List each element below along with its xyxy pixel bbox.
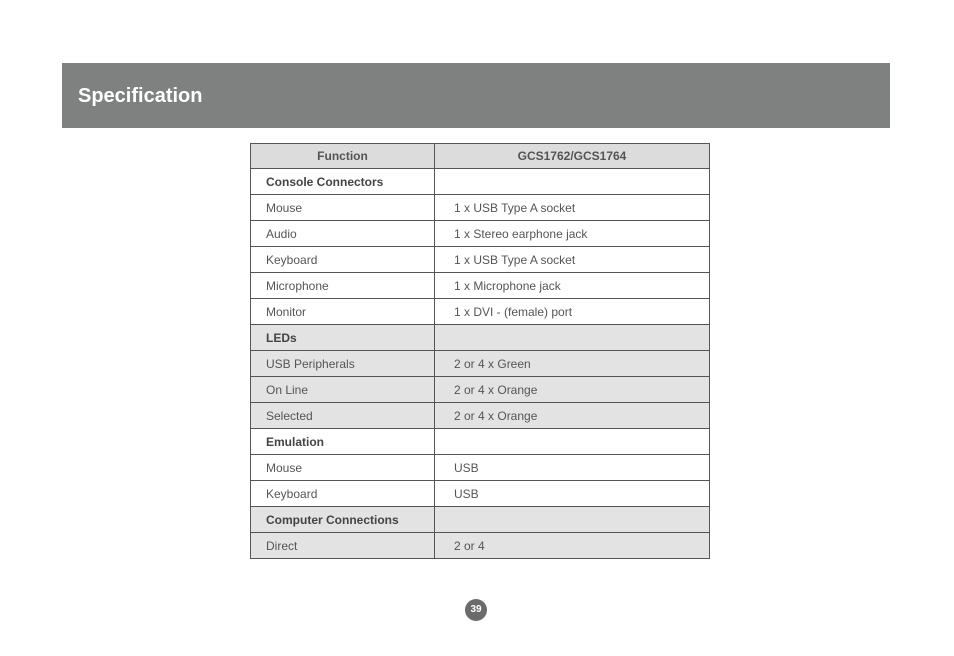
page-title: Specification [78, 85, 203, 107]
spec-table [250, 143, 710, 559]
value-cell: 1 x USB Type A socket [435, 247, 710, 273]
table-row [251, 247, 710, 273]
table-row [251, 221, 710, 247]
value-cell [435, 507, 710, 533]
value-cell: 1 x Microphone jack [435, 273, 710, 299]
table-row [251, 533, 710, 559]
table-row [251, 273, 710, 299]
value-cell: 2 or 4 x Orange [435, 403, 710, 429]
table-row [251, 351, 710, 377]
function-cell: Monitor [251, 299, 435, 325]
table-header-row [251, 144, 710, 169]
function-cell: Keyboard [251, 481, 435, 507]
function-cell: Microphone [251, 273, 435, 299]
function-cell: Direct [251, 533, 435, 559]
value-cell: USB [435, 481, 710, 507]
function-cell: Mouse [251, 195, 435, 221]
table-section-row [251, 507, 710, 533]
table-row [251, 195, 710, 221]
value-cell: 1 x Stereo earphone jack [435, 221, 710, 247]
function-cell: USB Peripherals [251, 351, 435, 377]
function-cell: Keyboard [251, 247, 435, 273]
column-header-function: Function [251, 144, 435, 169]
value-cell [435, 429, 710, 455]
value-cell [435, 325, 710, 351]
function-cell: Audio [251, 221, 435, 247]
value-cell: 1 x DVI - (female) port [435, 299, 710, 325]
function-cell: Computer Connections [251, 507, 435, 533]
column-header-model: GCS1762/GCS1764 [435, 144, 710, 169]
value-cell: USB [435, 455, 710, 481]
table-row [251, 403, 710, 429]
table-row [251, 455, 710, 481]
value-cell [435, 169, 710, 195]
function-cell: LEDs [251, 325, 435, 351]
function-cell: Emulation [251, 429, 435, 455]
table-row [251, 299, 710, 325]
spec-table-body [251, 169, 710, 559]
page-number-badge: 39 [465, 599, 487, 621]
value-cell: 2 or 4 x Orange [435, 377, 710, 403]
value-cell: 2 or 4 x Green [435, 351, 710, 377]
function-cell: Mouse [251, 455, 435, 481]
value-cell: 2 or 4 [435, 533, 710, 559]
function-cell: Selected [251, 403, 435, 429]
table-row [251, 377, 710, 403]
table-section-row [251, 325, 710, 351]
function-cell: On Line [251, 377, 435, 403]
header-band [62, 63, 890, 128]
table-section-row [251, 429, 710, 455]
value-cell: 1 x USB Type A socket [435, 195, 710, 221]
table-section-row [251, 169, 710, 195]
table-row [251, 481, 710, 507]
function-cell: Console Connectors [251, 169, 435, 195]
